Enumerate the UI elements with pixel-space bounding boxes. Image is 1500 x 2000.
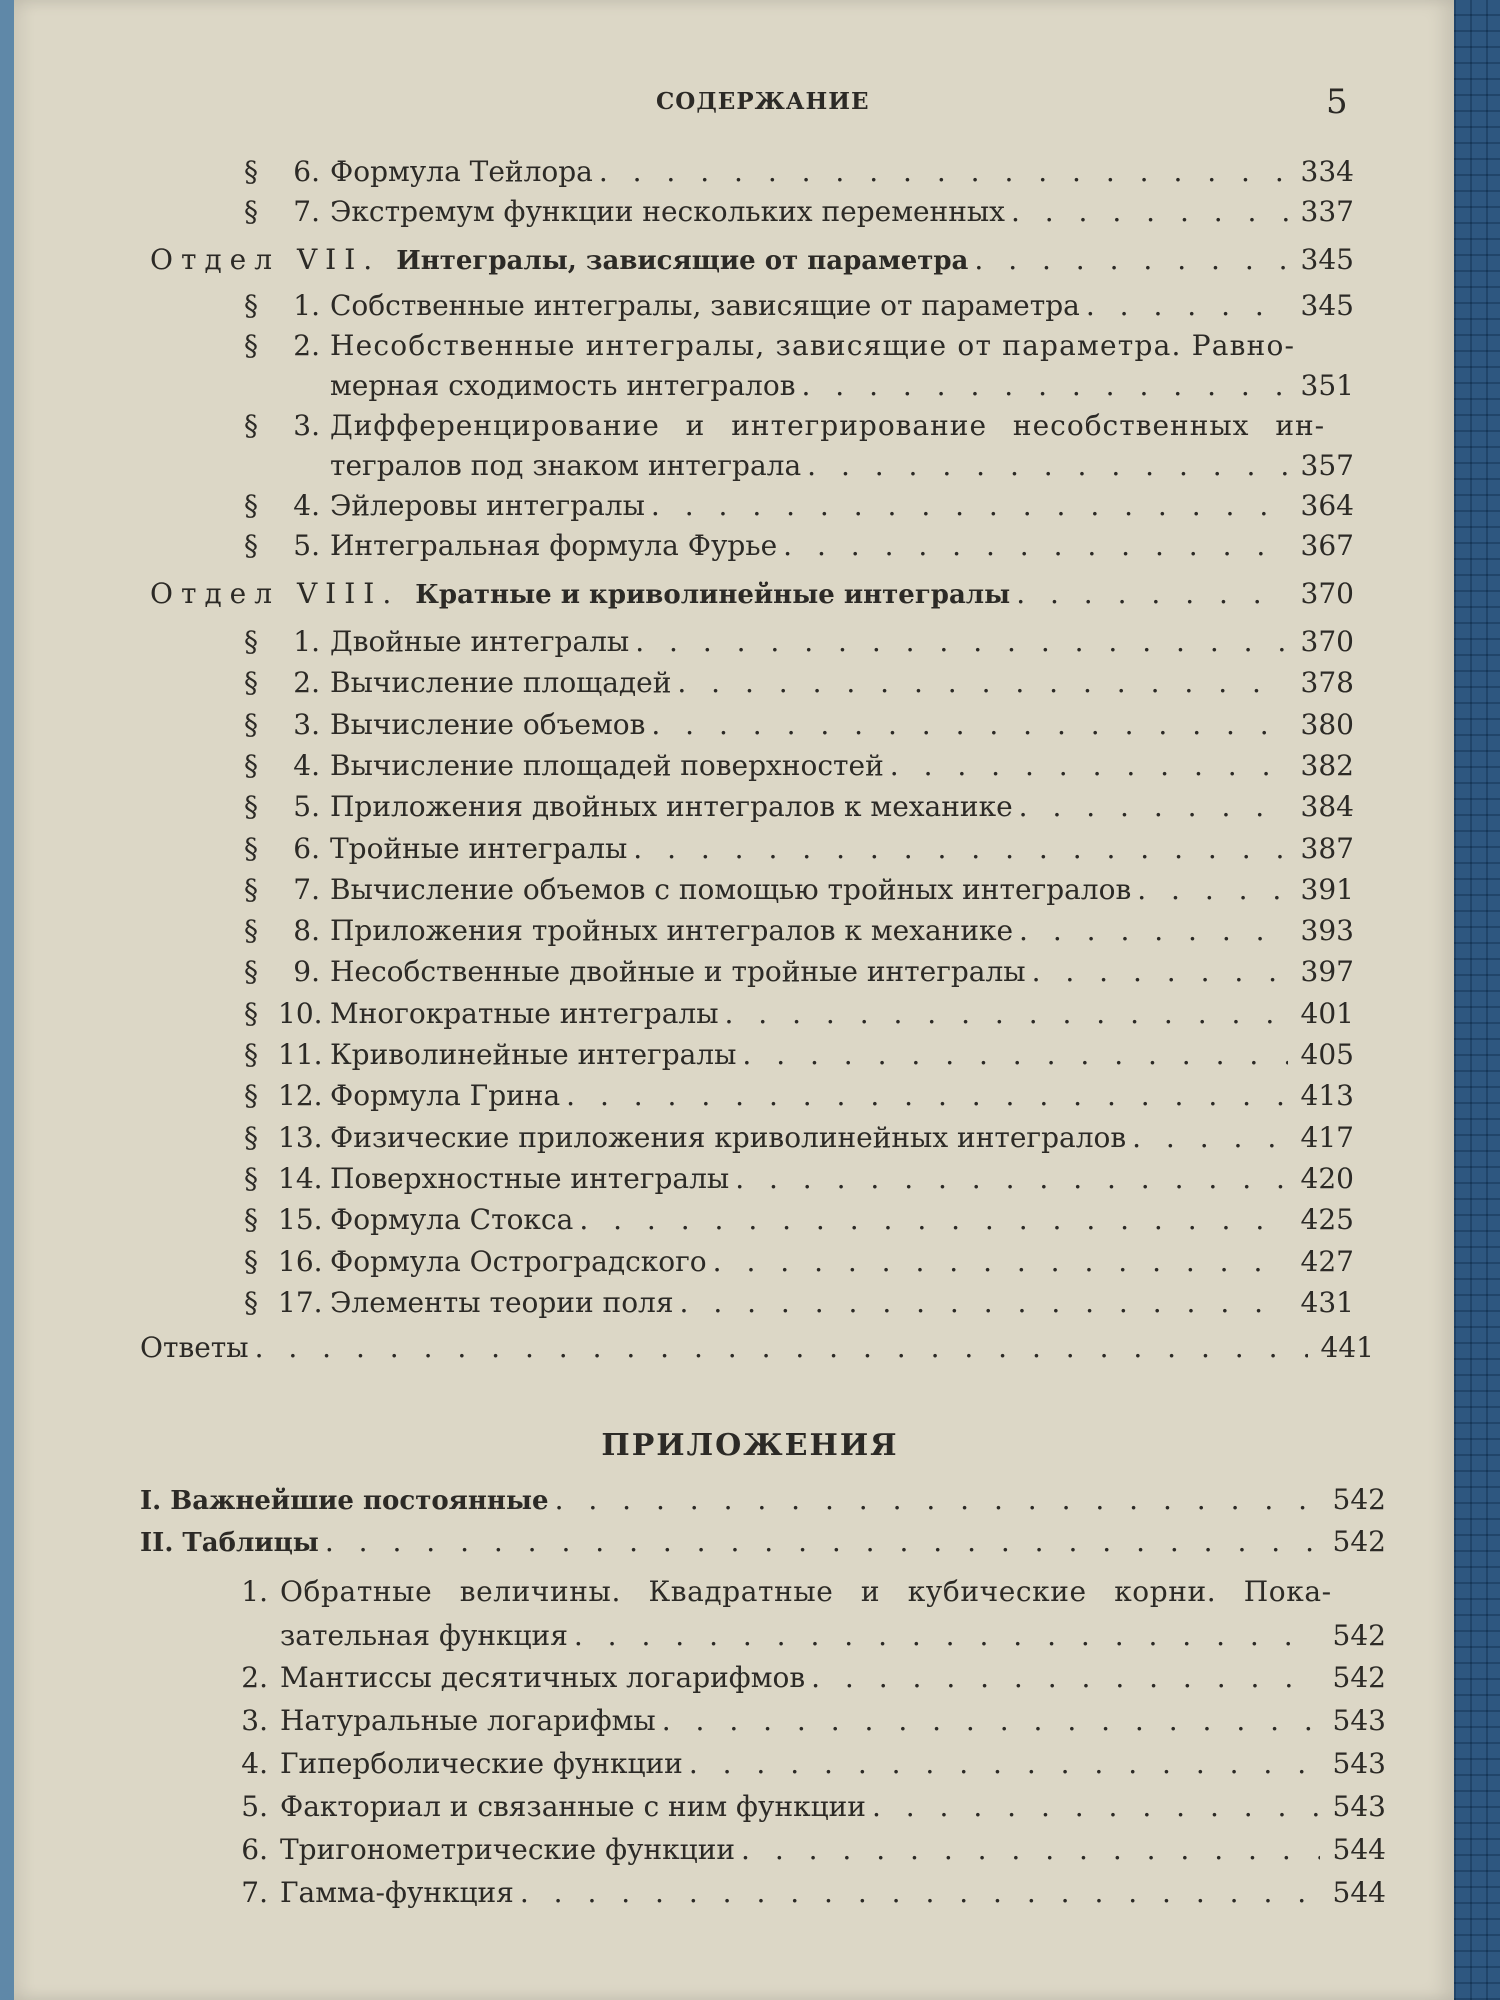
toc-entry: § 7. Вычисление объемов с помощью тройных интегралов . . . 391 [244,876,1354,904]
toc-entry: § 5. Приложения двойных интегралов к механике . . . 384 [244,793,1354,821]
running-head [0,82,1500,128]
toc-entry: § 16. Формула Остроградского . . . 427 [244,1248,1354,1276]
appendix-table-item: 5. Факториал и связанные с ним функции . . . 543 [240,1793,1386,1821]
toc-entry: § 14. Поверхностные интегралы . . . 420 [244,1165,1354,1193]
appendix-item: I. Важнейшие постоянные . . . 542 [140,1486,1386,1514]
toc-part-heading: Отдел VII. Интегралы, зависящие от параметра . . . 345 [150,246,1354,274]
toc-entry: § 17. Элементы теории поля . . . 431 [244,1289,1354,1317]
toc-entry: § 4. Эйлеровы интегралы . . . 364 [244,492,1354,520]
toc-entry: § 1. Собственные интегралы, зависящие от параметра . . . 345 [244,292,1354,320]
toc-entry: § 12. Формула Грина . . . 413 [244,1082,1354,1110]
toc-entry: § 4. Вычисление площадей поверхностей . . . 382 [244,752,1354,780]
page-number: 5 [1326,82,1348,122]
toc-entry: § 6. Тройные интегралы . . . 387 [244,835,1354,863]
appendix-table-firstline: 1. Обратные величины. Квадратные и кубические корни. Пока- [241,1575,1332,1608]
toc-entry: § 3. Вычисление объемов . . . 380 [244,711,1354,739]
toc-entry: § 8. Приложения тройных интегралов к механике . . . 393 [244,917,1354,945]
toc-entry-firstline: § 3. Дифференцирование и интегрирование несобственных ин- [244,409,1326,442]
toc-entry: § 13. Физические приложения криволинейных интегралов . . . 417 [244,1124,1354,1152]
toc-entry: § 11. Криволинейные интегралы . . . 405 [244,1041,1354,1069]
appendix-table-item: 6. Тригонометрические функции . . . 544 [240,1836,1386,1864]
background-grid [1454,0,1500,2000]
toc-entry: § 10. Многократные интегралы . . . 401 [244,1000,1354,1028]
toc-part-heading: Отдел VIII. Кратные и криволинейные интегралы . . . 370 [150,580,1354,608]
toc-entry: § 9. Несобственные двойные и тройные интегралы . . . 397 [244,958,1354,986]
toc-entry: § 1. Двойные интегралы . . . 370 [244,628,1354,656]
appendix-title: ПРИЛОЖЕНИЯ [601,1428,899,1463]
toc-entry-continuation: тегралов под знаком интеграла . . . 357 [330,452,1354,480]
toc-entry: § 15. Формула Стокса . . . 425 [244,1206,1354,1234]
toc-answers: Ответы . . . 441 [140,1334,1374,1362]
toc-entry-firstline: § 2. Несобственные интегралы, зависящие от параметра. Равно- [244,329,1296,362]
appendix-table-item: 3. Натуральные логарифмы . . . 543 [240,1707,1386,1735]
toc-entry-continuation: мерная сходимость интегралов . . . 351 [330,372,1354,400]
appendix-table-item: 4. Гиперболические функции . . . 543 [240,1750,1386,1778]
toc-entry: § 2. Вычисление площадей . . . 378 [244,669,1354,697]
running-head-title: СОДЕРЖАНИЕ [656,88,870,115]
appendix-table-item: 2. Мантиссы десятичных логарифмов . . . 542 [240,1664,1386,1692]
appendix-item: II. Таблицы . . . 542 [140,1528,1386,1556]
toc-entry: § 7. Экстремум функции нескольких переменных . . . 337 [244,198,1354,226]
toc-entry: § 6. Формула Тейлора . . . 334 [244,158,1354,186]
appendix-table-item: 7. Гамма-функция . . . 544 [240,1879,1386,1907]
appendix-table-continuation: зательная функция . . . 542 [280,1622,1386,1650]
toc-entry: § 5. Интегральная формула Фурье . . . 367 [244,532,1354,560]
